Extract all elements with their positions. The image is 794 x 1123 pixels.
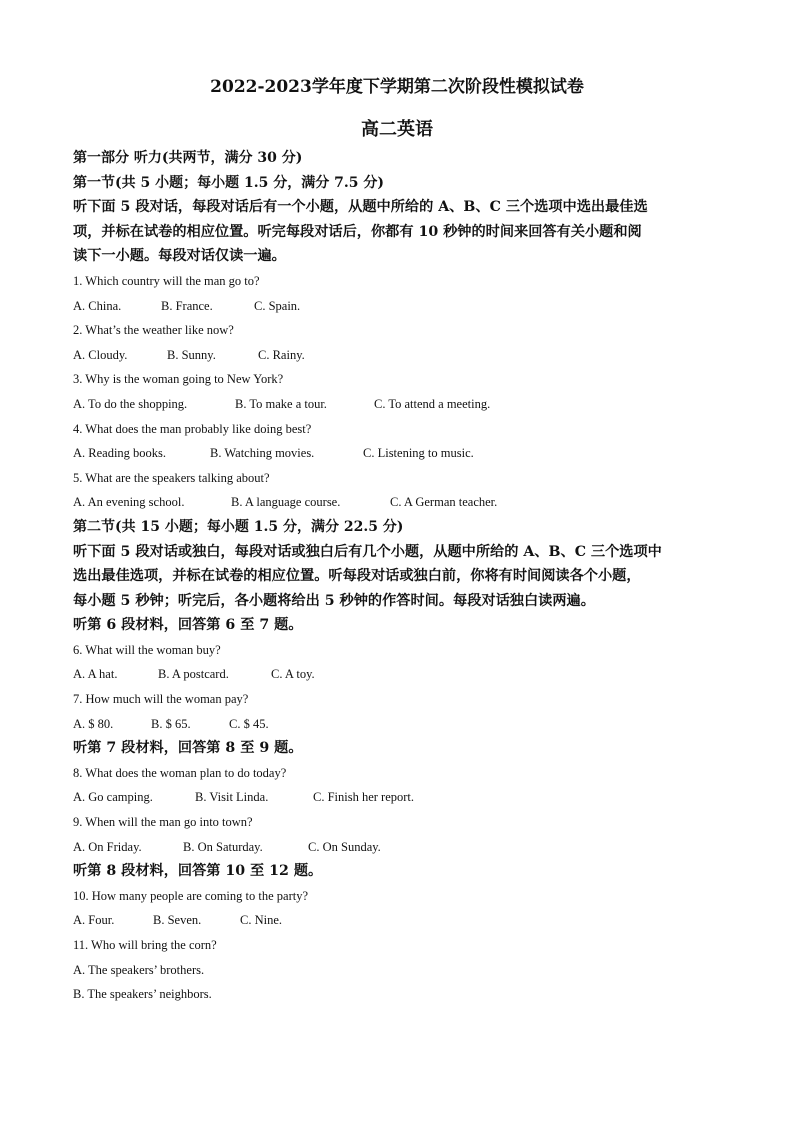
question-options [73,392,723,417]
option-c: C. Nine. [240,913,283,928]
exam-content [73,146,723,1007]
option-b: B. Sunny. [167,347,216,362]
option-a: A. Four. [73,913,115,928]
question-text: 1. Which country will the man go to? [73,273,260,288]
group-heading: 听第 6 段材料，回答第 6 至 7 题。 [73,617,303,634]
option-b: B. France. [161,298,213,313]
question-options [73,908,723,933]
option-a: A. Cloudy. [73,347,128,362]
question-text: 3. Why is the woman going to New York? [73,372,284,387]
option-a: A. $ 80. [73,716,114,731]
option-b: B. $ 65. [151,716,191,731]
option-a: A. A hat. [73,667,118,682]
question-options [73,662,723,687]
section1-instructions-line: 听下面 5 段对话，每段对话后有一个小题，从题中所给的 A、B、C 三个选项中选出最佳选 [73,199,648,216]
question-text: 11. Who will bring the corn? [73,938,217,952]
section1-instructions-line: 读下一小题。每段对话仅读一遍。 [73,248,286,265]
option-a: A. To do the shopping. [73,396,188,411]
question-text: 10. How many people are coming to the party? [73,888,308,903]
question-text: 6. What will the woman buy? [73,642,221,657]
part1-heading: 第一部分 听力(共两节，满分 30 分) [73,150,303,166]
option-c: C. A German teacher. [390,495,498,510]
question-options [73,712,723,737]
question-options [73,785,723,810]
question-options [73,835,723,860]
option-b: B. Seven. [153,913,202,928]
section2-heading: 第二节(共 15 小题；每小题 1.5 分，满分 22.5 分) [73,518,404,535]
option-c: C. A toy. [271,667,315,682]
section2-instructions-line: 选出最佳选项，并标在试卷的相应位置。听每段对话或独白前，你将有时间阅读各个小题， [73,568,641,585]
question-text: 7. How much will the woman pay? [73,692,249,707]
option-c: C. Finish her report. [313,790,415,805]
question-options [73,343,723,368]
question-options [73,490,723,515]
question-text: 8. What does the woman plan to do today? [73,765,287,780]
exam-title: 2022-2023学年度下学期第二次阶段性模拟试卷 [210,77,584,97]
option-b: B. To make a tour. [235,396,327,411]
question-text: 5. What are the speakers talking about? [73,470,270,485]
section2-instructions-line: 每小题 5 秒钟；听完后，各小题将给出 5 秒钟的作答时间。每段对话独白读两遍。 [73,592,595,609]
exam-subject: 高二英语 [361,119,433,140]
section1-instructions-line: 项，并标在试卷的相应位置。听完每段对话后，你都有 10 秒钟的时间来回答有关小题和阅 [73,223,642,240]
option-a: A. An evening school. [73,495,185,510]
question-text: 9. When will the man go into town? [73,815,253,830]
option-a: A. On Friday. [73,839,142,854]
option-b: B. Visit Linda. [195,790,269,805]
option-c: C. $ 45. [229,716,269,731]
option-a: A. China. [73,298,122,313]
option-b: B. On Saturday. [183,839,263,854]
question-options [73,441,723,466]
question-options [73,294,723,319]
option-c: C. On Sunday. [308,839,381,854]
question-text: 2. What’s the weather like now? [73,323,234,338]
option-b: B. Watching movies. [210,446,315,461]
option-c: C. Rainy. [258,347,305,362]
option-a: A. Reading books. [73,446,167,461]
section2-instructions-line: 听下面 5 段对话或独白，每段对话或独白后有几个小题，从题中所给的 A、B、C 三个选项中 [73,543,662,560]
question-text: 4. What does the man probably like doing best? [73,421,312,436]
option-c: C. Spain. [254,298,301,313]
option-c: C. Listening to music. [363,446,474,461]
option-a: A. Go camping. [73,790,153,805]
option-a: A. The speakers’ brothers. [73,962,205,977]
group-heading: 听第 7 段材料，回答第 8 至 9 题。 [73,740,303,757]
option-b: B. The speakers’ neighbors. [73,987,212,1002]
section1-heading: 第一节(共 5 小题；每小题 1.5 分，满分 7.5 分) [73,174,384,191]
option-c: C. To attend a meeting. [374,396,491,411]
group-heading: 听第 8 段材料，回答第 10 至 12 题。 [73,863,323,880]
option-b: B. A postcard. [158,667,229,682]
option-b: B. A language course. [231,495,341,510]
